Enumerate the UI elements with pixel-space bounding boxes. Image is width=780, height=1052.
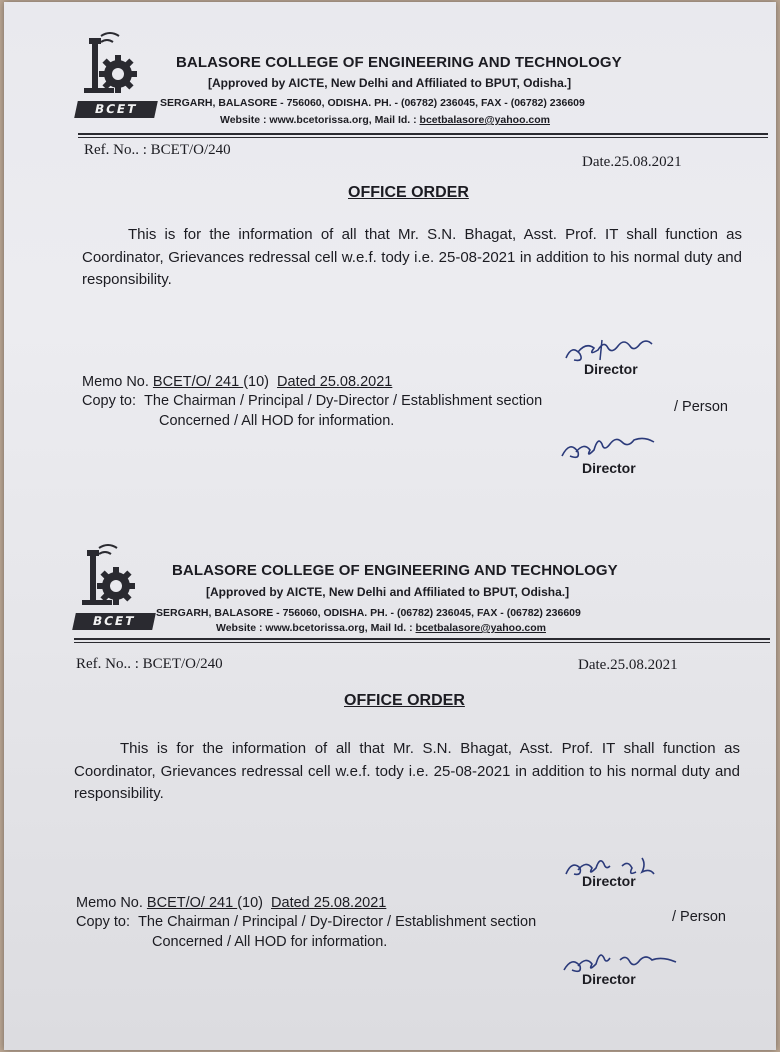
page-title: OFFICE ORDER — [344, 692, 465, 709]
order-date: Date.25.08.2021 — [578, 657, 678, 673]
header-rule — [74, 638, 770, 640]
office-order-copy-2 — [4, 514, 776, 1034]
memo-line — [82, 374, 392, 390]
header-rule — [78, 133, 768, 135]
signature-2-label: Director — [582, 460, 636, 476]
copy-to-recipients: The Chairman / Principal / Dy-Director / Establishment section — [144, 393, 543, 409]
website-line — [220, 114, 550, 126]
copy-to-label: Copy to: — [82, 393, 136, 409]
header-rule-thin — [74, 642, 770, 643]
copy-to-label: Copy to: — [76, 914, 130, 930]
logo-badge: BCET — [74, 101, 158, 118]
header-rule-thin — [78, 137, 768, 138]
signature-2-label: Director — [582, 971, 636, 987]
logo-badge: BCET — [72, 613, 156, 630]
order-body: This is for the information of all that Mr. S.N. Bhagat, Asst. Prof. IT shall function as Coordinator, Grievances redressal cell w.e.f. tody i.e. 25-08-2021 in addition to his normal duty and responsibility. — [74, 740, 740, 802]
website-text: Website : www.bcetorissa.org, Mail Id. : — [216, 622, 416, 634]
signature-label: Director — [582, 873, 636, 889]
copy-to-line-2: Concerned / All HOD for information. — [152, 934, 388, 950]
page-title: OFFICE ORDER — [348, 184, 469, 201]
order-date: Date.25.08.2021 — [582, 154, 682, 170]
college-name: BALASORE COLLEGE OF ENGINEERING AND TECHNOLOGY — [172, 562, 618, 579]
gear-tower-logo-icon — [74, 30, 164, 102]
approval-line: [Approved by AICTE, New Delhi and Affiliated to BPUT, Odisha.] — [206, 585, 570, 599]
copy-to-line-end: / Person — [672, 909, 726, 925]
approval-line: [Approved by AICTE, New Delhi and Affiliated to BPUT, Odisha.] — [208, 76, 572, 90]
memo-label: Memo No. — [82, 374, 153, 390]
memo-number: BCET/O/ 241 — [152, 374, 244, 390]
website-line — [216, 622, 546, 634]
memo-date: Dated 25.08.2021 — [277, 374, 393, 390]
college-logo — [74, 30, 164, 118]
memo-count: (10) — [237, 895, 263, 911]
college-name: BALASORE COLLEGE OF ENGINEERING AND TECHNOLOGY — [176, 54, 622, 71]
gear-tower-logo-icon — [72, 542, 162, 614]
order-body: This is for the information of all that Mr. S.N. Bhagat, Asst. Prof. IT shall function as Coordinator, Grievances redressal cell w.e.f. tody i.e. 25-08-2021 in addition to his normal duty and responsibility. — [82, 226, 742, 288]
memo-line — [76, 895, 386, 911]
address-line: SERGARH, BALASORE - 756060, ODISHA. PH. - (06782) 236045, FAX - (06782) 236609 — [156, 607, 581, 619]
email-link[interactable]: bcetbalasore@yahoo.com — [419, 114, 550, 126]
copy-to-line-end: / Person — [674, 399, 728, 415]
copy-to-line — [82, 393, 542, 409]
office-order-sheet — [4, 2, 776, 1050]
copy-to-line-2: Concerned / All HOD for information. — [159, 413, 395, 429]
address-line: SERGARH, BALASORE - 756060, ODISHA. PH. - (06782) 236045, FAX - (06782) 236609 — [160, 97, 585, 109]
website-text: Website : www.bcetorissa.org, Mail Id. : — [220, 114, 420, 126]
copy-to-recipients: The Chairman / Principal / Dy-Director / Establishment section — [138, 914, 537, 930]
college-logo — [72, 542, 162, 630]
reference-number: Ref. No.. : BCET/O/240 — [76, 656, 223, 672]
memo-number: BCET/O/ 241 — [146, 895, 238, 911]
memo-count: (10) — [243, 374, 269, 390]
office-order-copy-1 — [4, 2, 776, 522]
reference-number: Ref. No.. : BCET/O/240 — [84, 142, 231, 158]
memo-label: Memo No. — [76, 895, 147, 911]
copy-to-line — [76, 914, 536, 930]
signature-label: Director — [584, 361, 638, 377]
memo-date: Dated 25.08.2021 — [271, 895, 387, 911]
email-link[interactable]: bcetbalasore@yahoo.com — [415, 622, 546, 634]
